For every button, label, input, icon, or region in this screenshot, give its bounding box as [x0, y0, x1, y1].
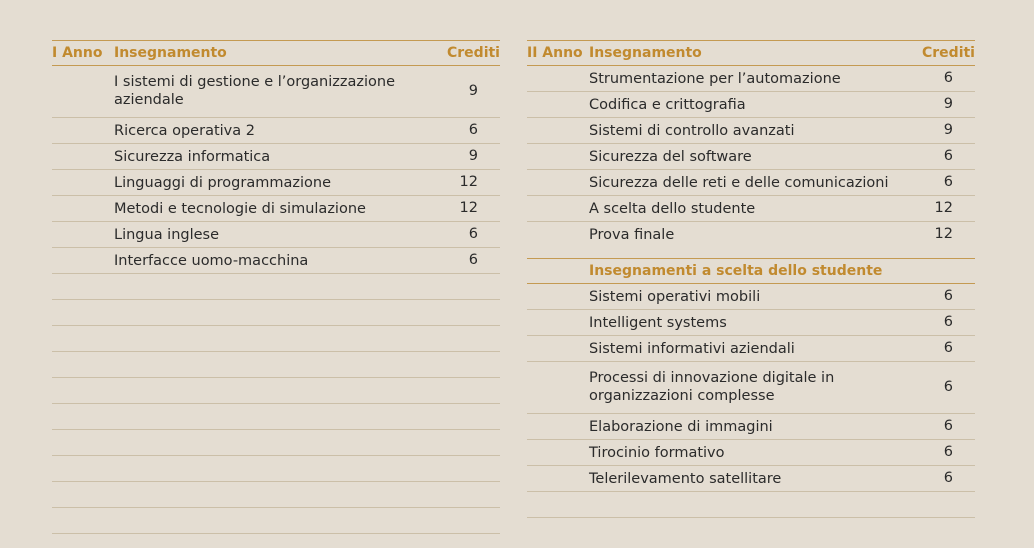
course-credits: 6 — [943, 314, 953, 330]
course-credits: 9 — [468, 148, 478, 164]
course-credits: 6 — [943, 70, 953, 86]
course-credits: 6 — [943, 174, 953, 190]
course-credits: 6 — [943, 470, 953, 486]
section-spacer — [527, 248, 975, 258]
year1-header-anno: I Anno — [52, 45, 103, 61]
year2-table — [527, 40, 975, 518]
empty-row — [52, 456, 500, 482]
table-row — [52, 170, 500, 196]
table-row — [527, 336, 975, 362]
electives-header — [527, 258, 975, 284]
empty-row — [527, 492, 975, 518]
year2-header-insegnamento: Insegnamento — [589, 45, 702, 61]
course-credits: 9 — [943, 122, 953, 138]
year1-header — [52, 40, 500, 66]
course-name: Sicurezza del software — [589, 149, 752, 165]
year1-header-insegnamento: Insegnamento — [114, 45, 227, 61]
course-name: Elaborazione di immagini — [589, 419, 773, 435]
course-name: Intelligent systems — [589, 315, 727, 331]
course-credits: 6 — [943, 444, 953, 460]
empty-row — [52, 300, 500, 326]
table-row — [52, 66, 500, 118]
course-name: Interfacce uomo-macchina — [114, 253, 309, 269]
table-row — [527, 414, 975, 440]
empty-row — [52, 508, 500, 534]
course-credits: 12 — [934, 226, 953, 242]
course-name: Sistemi di controllo avanzati — [589, 123, 795, 139]
table-row — [527, 284, 975, 310]
empty-row — [52, 274, 500, 300]
course-credits: 6 — [943, 418, 953, 434]
table-row — [527, 222, 975, 248]
empty-row — [52, 404, 500, 430]
course-credits: 6 — [468, 226, 478, 242]
table-row — [527, 362, 975, 414]
course-name: Metodi e tecnologie di simulazione — [114, 201, 366, 217]
course-name: Telerilevamento satellitare — [589, 471, 782, 487]
course-credits: 6 — [943, 340, 953, 356]
table-row — [527, 170, 975, 196]
empty-row — [52, 430, 500, 456]
course-name: Strumentazione per l’automazione — [589, 71, 841, 87]
course-credits: 6 — [943, 288, 953, 304]
course-credits: 12 — [459, 200, 478, 216]
table-row — [527, 310, 975, 336]
empty-row — [52, 326, 500, 352]
table-row — [52, 222, 500, 248]
course-name: Sistemi operativi mobili — [589, 289, 761, 305]
course-credits: 6 — [468, 252, 478, 268]
table-row — [52, 196, 500, 222]
table-row — [527, 466, 975, 492]
course-credits: 9 — [468, 83, 478, 99]
empty-row — [52, 378, 500, 404]
course-name: A scelta dello studente — [589, 201, 756, 217]
empty-row — [52, 482, 500, 508]
year1-header-crediti: Crediti — [447, 45, 500, 61]
electives-title: Insegnamenti a scelta dello studente — [589, 263, 883, 279]
course-credits: 12 — [934, 200, 953, 216]
course-name: Linguaggi di programmazione — [114, 175, 331, 191]
course-name: I sistemi di gestione e l’organizzazione aziendale — [114, 74, 396, 108]
year2-header-anno: II Anno — [527, 45, 583, 61]
course-name: Lingua inglese — [114, 227, 220, 243]
course-credits: 12 — [459, 174, 478, 190]
year1-table — [52, 40, 500, 534]
course-name: Prova finale — [589, 227, 675, 243]
table-row — [52, 118, 500, 144]
course-credits: 6 — [943, 148, 953, 164]
empty-row — [52, 352, 500, 378]
course-name: Sicurezza delle reti e delle comunicazioni — [589, 175, 889, 191]
table-row — [527, 66, 975, 92]
course-name: Ricerca operativa 2 — [114, 123, 255, 139]
course-name: Tirocinio formativo — [589, 445, 725, 461]
course-name: Processi di innovazione digitale in organizzazioni complesse — [589, 370, 835, 404]
table-row — [52, 248, 500, 274]
course-credits: 6 — [468, 122, 478, 138]
year2-header — [527, 40, 975, 66]
table-row — [527, 440, 975, 466]
course-credits: 9 — [943, 96, 953, 112]
course-name: Codifica e crittografia — [589, 97, 746, 113]
year2-header-crediti: Crediti — [922, 45, 975, 61]
table-row — [527, 144, 975, 170]
table-row — [527, 196, 975, 222]
course-name: Sicurezza informatica — [114, 149, 271, 165]
table-row — [527, 92, 975, 118]
table-row — [527, 118, 975, 144]
course-credits: 6 — [943, 379, 953, 395]
course-name: Sistemi informativi aziendali — [589, 341, 795, 357]
table-row — [52, 144, 500, 170]
